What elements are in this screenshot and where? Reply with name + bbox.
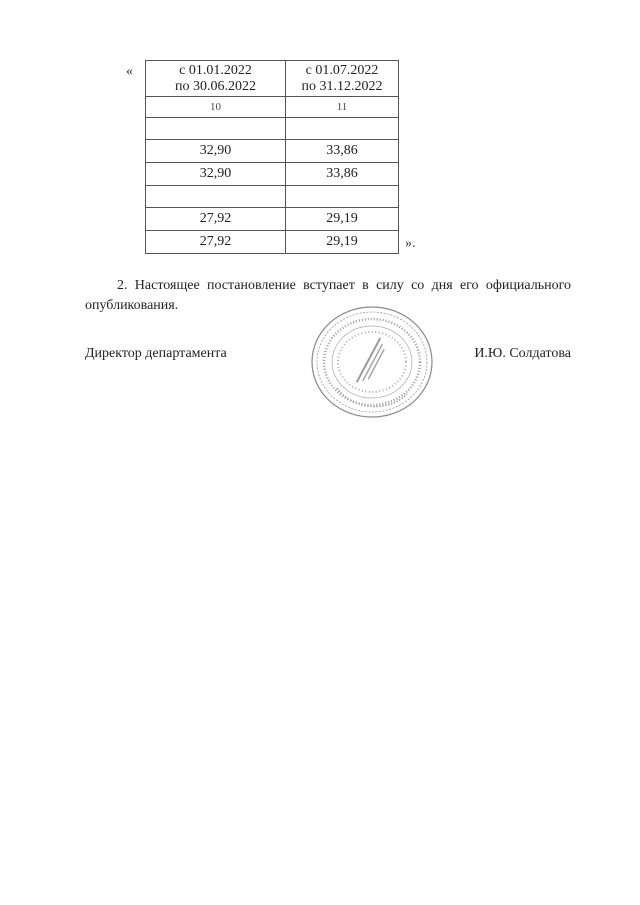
table-row bbox=[146, 186, 399, 208]
table-cell: 33,86 bbox=[286, 163, 399, 186]
table-cell bbox=[146, 118, 286, 140]
table-cell: 32,90 bbox=[146, 163, 286, 186]
table-cell: 27,92 bbox=[146, 208, 286, 231]
table-row bbox=[146, 140, 399, 163]
header-cell-period-2 bbox=[286, 61, 399, 97]
signatory-name: И.Ю. Солдатова bbox=[474, 346, 571, 361]
header-cell-period-1 bbox=[146, 61, 286, 97]
column-number: 11 bbox=[286, 97, 399, 118]
table-cell: 33,86 bbox=[286, 140, 399, 163]
table-row bbox=[146, 231, 399, 254]
header-line: с 01.07.2022 bbox=[305, 62, 379, 78]
column-number-row bbox=[146, 97, 399, 118]
signatory-title: Директор департамента bbox=[85, 346, 227, 361]
closing-quote-mark: ». bbox=[405, 236, 416, 251]
table-row bbox=[146, 208, 399, 231]
effective-date-paragraph: 2. Настоящее постановление вступает в силу со дня его официального опубликования. bbox=[85, 278, 571, 313]
header-line: по 31.12.2022 bbox=[301, 78, 383, 94]
seal-graphic bbox=[307, 302, 437, 422]
header-line: по 30.06.2022 bbox=[175, 78, 256, 94]
table-cell bbox=[286, 186, 399, 208]
table-cell: 32,90 bbox=[146, 140, 286, 163]
header-line: с 01.01.2022 bbox=[179, 62, 252, 78]
table-cell bbox=[146, 186, 286, 208]
table-cell: 29,19 bbox=[286, 208, 399, 231]
table-cell: 29,19 bbox=[286, 231, 399, 254]
opening-quote-mark: « bbox=[126, 64, 133, 79]
table-row bbox=[146, 118, 399, 140]
official-seal-icon bbox=[307, 302, 437, 422]
tariff-table bbox=[145, 60, 399, 254]
table-header-row bbox=[146, 61, 399, 97]
table-cell: 27,92 bbox=[146, 231, 286, 254]
table-cell bbox=[286, 118, 399, 140]
column-number: 10 bbox=[146, 97, 286, 118]
table-row bbox=[146, 163, 399, 186]
